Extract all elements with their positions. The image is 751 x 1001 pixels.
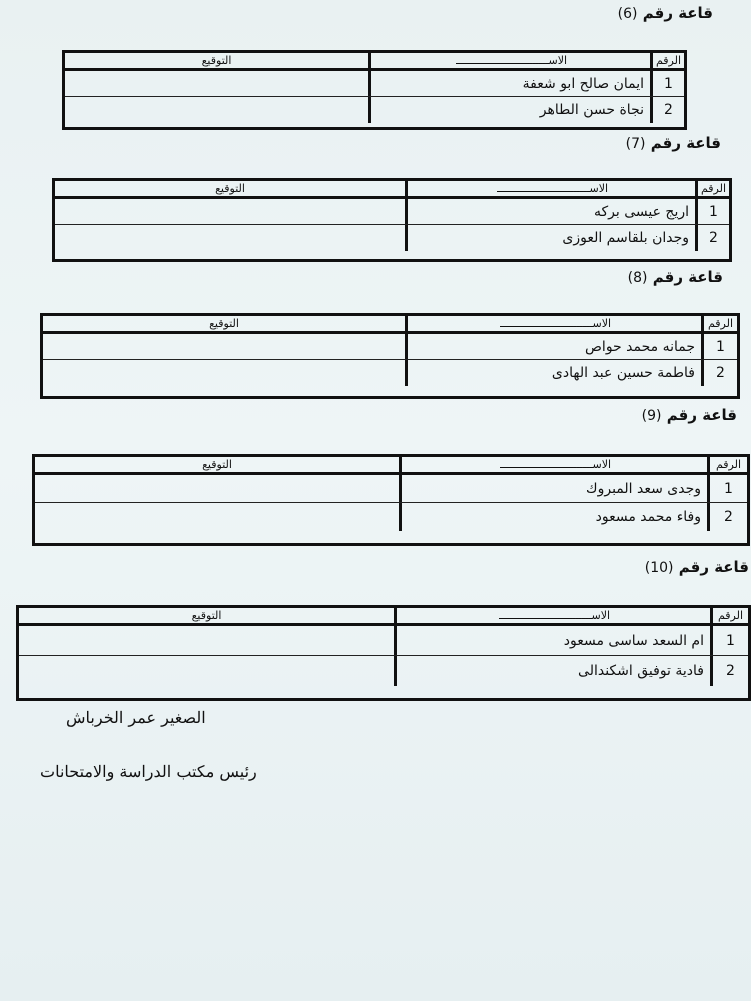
signer-name: الصغير عمر الخرباش	[66, 708, 206, 727]
col-signature-header: التوقيع	[202, 458, 232, 471]
hall-label: قاعة رقم	[666, 406, 737, 424]
hall-title-8	[628, 268, 723, 286]
signer-title: رئيس مكتب الدراسة والامتحانات	[40, 762, 257, 781]
col-name-header: الاســـــــ	[368, 53, 650, 68]
row-number: 1	[650, 71, 684, 96]
signature-cell[interactable]	[35, 503, 399, 531]
hall-title-10	[645, 558, 749, 576]
row-name: فادية توفيق اشكندالى	[394, 656, 710, 686]
table-row	[19, 626, 748, 656]
col-number-header: الرقم	[695, 181, 729, 196]
row-name: فاطمة حسين عبد الهادى	[405, 360, 701, 386]
table-row	[43, 334, 737, 360]
hall-label: قاعة رقم	[652, 268, 723, 286]
table-header	[55, 181, 729, 199]
col-name-header: الاســـــــ	[399, 457, 707, 472]
row-name: ايمان صالح ابو شعفة	[368, 71, 650, 96]
hall-label: قاعة رقم	[642, 4, 713, 22]
hall-title-7	[626, 134, 721, 152]
col-signature-header: التوقيع	[191, 609, 222, 622]
table-row	[43, 360, 737, 386]
row-name: ام السعد ساسى مسعود	[394, 626, 710, 655]
row-name: نجاة حسن الطاهر	[368, 97, 650, 123]
table-row	[35, 475, 747, 503]
table-row	[35, 503, 747, 531]
hall-title-9	[642, 406, 737, 424]
row-number: 1	[707, 475, 747, 502]
col-number-header: الرقم	[650, 53, 684, 68]
signature-cell[interactable]	[55, 225, 405, 251]
signature-cell[interactable]	[43, 360, 405, 386]
hall-table-9	[32, 454, 750, 546]
signature-cell[interactable]	[19, 626, 394, 655]
hall-number: (9)	[641, 408, 662, 424]
col-number-header: الرقم	[710, 608, 748, 623]
signature-cell[interactable]	[65, 97, 368, 123]
row-name: وجدان بلقاسم العوزى	[405, 225, 695, 251]
row-number: 2	[650, 97, 684, 123]
row-number: 2	[710, 656, 748, 686]
row-name: اريج عيسى بركه	[405, 199, 695, 224]
col-name-header: الاســـــــ	[405, 316, 701, 331]
row-number: 2	[695, 225, 729, 251]
table-header	[65, 53, 684, 71]
table-row	[19, 656, 748, 686]
hall-number: (6)	[617, 6, 638, 22]
col-number-header: الرقم	[701, 316, 737, 331]
col-signature-header: التوقيع	[201, 54, 232, 67]
hall-title-6	[618, 4, 713, 22]
hall-label: قاعة رقم	[678, 558, 749, 576]
row-name: جمانه محمد حواص	[405, 334, 701, 359]
hall-label: قاعة رقم	[650, 134, 721, 152]
row-number: 1	[695, 199, 729, 224]
signature-cell[interactable]	[55, 199, 405, 224]
col-signature-header: التوقيع	[215, 182, 245, 195]
row-number: 1	[701, 334, 737, 359]
hall-number: (10)	[644, 560, 674, 576]
row-number: 2	[701, 360, 737, 386]
hall-number: (8)	[627, 270, 648, 286]
signature-cell[interactable]	[19, 656, 394, 686]
hall-number: (7)	[625, 136, 646, 152]
hall-table-6	[62, 50, 687, 130]
table-row	[55, 225, 729, 251]
col-name-header: الاســـــــ	[394, 608, 710, 623]
hall-table-10	[16, 605, 751, 701]
table-row	[65, 97, 684, 123]
table-header	[35, 457, 747, 475]
col-name-header: الاســـــــ	[405, 181, 695, 196]
signature-cell[interactable]	[35, 475, 399, 502]
hall-table-8	[40, 313, 740, 399]
table-header	[19, 608, 748, 626]
row-number: 2	[707, 503, 747, 531]
hall-table-7	[52, 178, 732, 262]
col-signature-header: التوقيع	[209, 317, 239, 330]
signature-cell[interactable]	[65, 71, 368, 96]
table-header	[43, 316, 737, 334]
table-row	[55, 199, 729, 225]
table-row	[65, 71, 684, 97]
col-number-header: الرقم	[707, 457, 747, 472]
row-name: وجدى سعد المبروك	[399, 475, 707, 502]
row-number: 1	[710, 626, 748, 655]
signature-cell[interactable]	[43, 334, 405, 359]
row-name: وفاء محمد مسعود	[399, 503, 707, 531]
